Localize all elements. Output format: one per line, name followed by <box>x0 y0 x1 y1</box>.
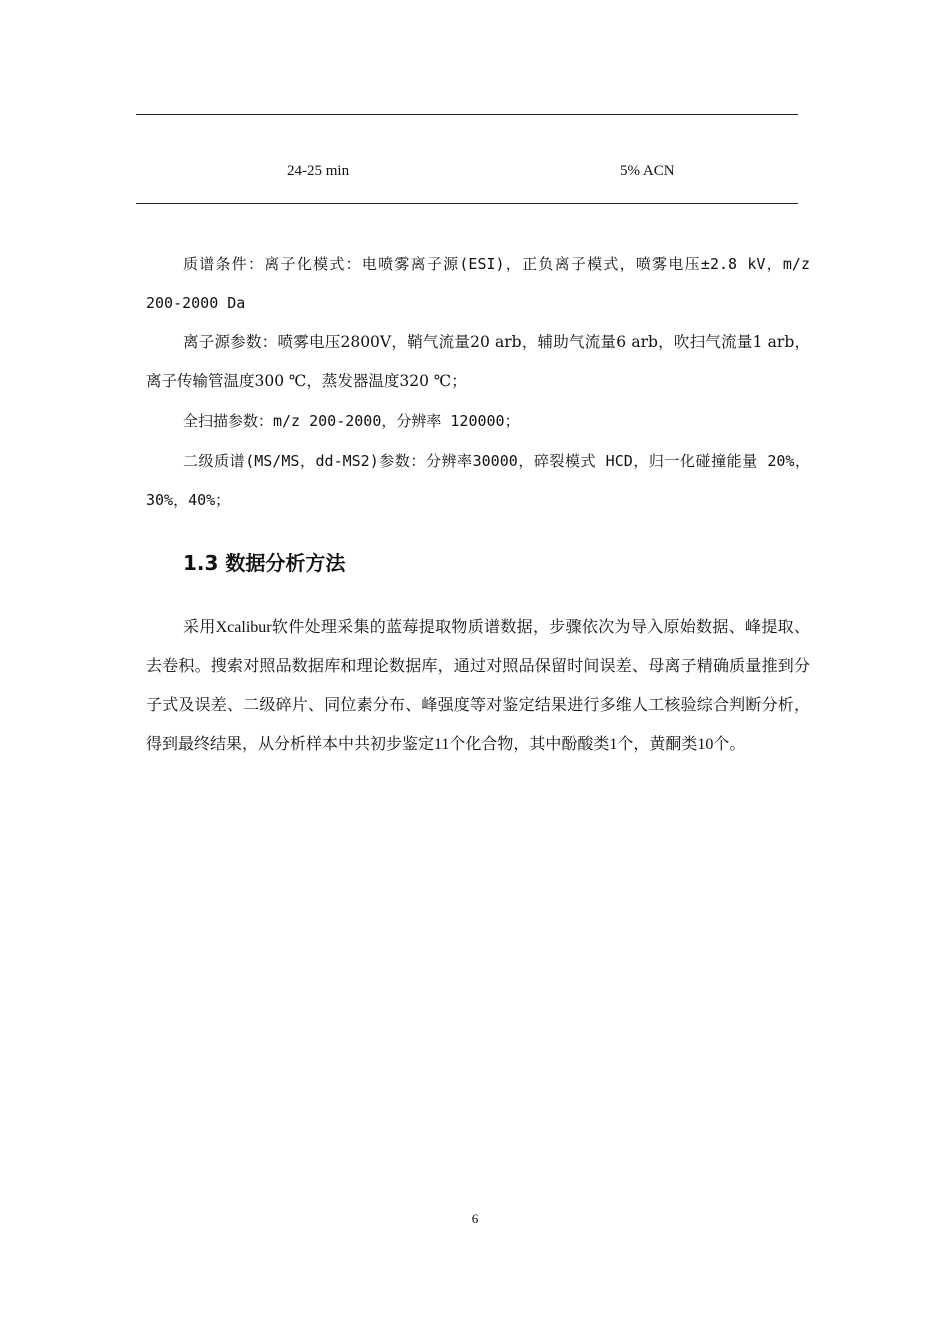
section-heading: 1.3 数据分析方法 <box>183 551 346 575</box>
table-cell-solvent: 5% ACN <box>620 163 675 179</box>
data-analysis-paragraph: 采用Xcalibur软件处理采集的蓝莓提取物质谱数据，步骤依次为导入原始数据、峰提取、去卷积。搜索对照品数据库和理论数据库，通过对照品保留时间误差、母离子精确质量推到分子式及误差、二级碎片、同位素分布、峰强度等对鉴定结果进行多维人工核验综合判断分析，得到最终结果，从分析样本中共初步鉴定11个化合物，其中酚酸类1个，黄酮类10个。 <box>146 619 810 753</box>
ion-source-paragraph: 离子源参数：喷雾电压2800V，鞘气流量20 arb，辅助气流量6 arb，吹扫气流量1 arb，离子传输管温度300 ℃，蒸发器温度320 ℃； <box>146 333 810 390</box>
gradient-table <box>136 114 798 204</box>
page-number: 6 <box>471 1211 479 1226</box>
ms-conditions-paragraph: 质谱条件：离子化模式：电喷雾离子源(ESI)，正负离子模式，喷雾电压±2.8 kV，m/z 200-2000 Da <box>146 255 810 312</box>
full-scan-paragraph: 全扫描参数：m/z 200-2000，分辨率 120000； <box>183 412 520 430</box>
ms2-paragraph: 二级质谱(MS/MS，dd-MS2)参数：分辨率30000，碎裂模式 HCD，归一化碰撞能量 20%，30%，40%； <box>146 452 810 509</box>
table-cell-time: 24-25 min <box>287 163 350 179</box>
